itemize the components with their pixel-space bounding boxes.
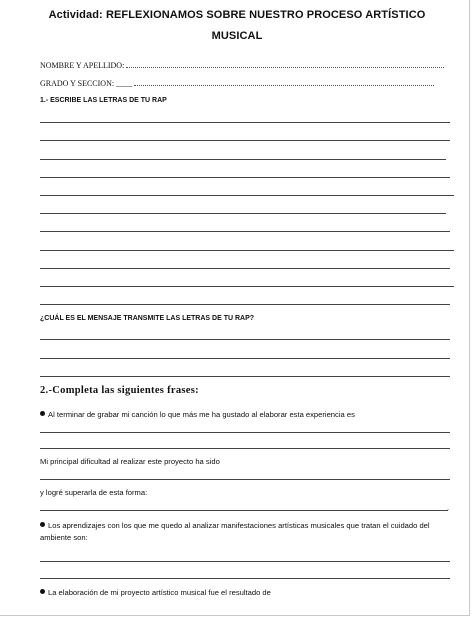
- writing-line[interactable]: [40, 339, 450, 340]
- writing-line[interactable]: [40, 177, 450, 178]
- bullet-icon: [40, 522, 45, 527]
- writing-line[interactable]: [40, 578, 450, 579]
- writing-line[interactable]: [40, 510, 448, 511]
- sentence-item-1: [40, 409, 460, 421]
- writing-line[interactable]: [40, 122, 450, 123]
- grade-field: [40, 79, 434, 88]
- end-period: .: [447, 503, 450, 512]
- writing-line[interactable]: [40, 286, 454, 287]
- writing-line[interactable]: [40, 213, 446, 214]
- sentence-text: La elaboración de mi proyecto artístico musical fue el resultado de: [48, 588, 271, 597]
- name-label: NOMBRE Y APELLIDO:: [40, 61, 125, 70]
- writing-line[interactable]: [40, 231, 450, 232]
- writing-line[interactable]: [40, 432, 450, 433]
- writing-line[interactable]: [40, 479, 450, 480]
- grade-blank[interactable]: [134, 79, 434, 86]
- writing-line[interactable]: [40, 304, 450, 305]
- sentence-item-4: [40, 520, 450, 544]
- writing-line[interactable]: [40, 195, 454, 196]
- bullet-icon: [40, 411, 45, 416]
- message-question: ¿CUÁL ES EL MENSAJE TRANSMITE LAS LETRAS DE TU RAP?: [40, 315, 255, 322]
- sentence-text: Al terminar de grabar mi canción lo que más me ha gustado al elaborar esta experiencia es: [48, 410, 355, 419]
- writing-line[interactable]: [40, 358, 450, 359]
- bullet-icon: [40, 589, 45, 594]
- name-field: [40, 61, 444, 70]
- sentence-item-3: y logré superarla de esta forma:: [40, 488, 148, 497]
- activity-title-continued: MUSICAL: [211, 30, 263, 42]
- sentence-item-5: [40, 587, 460, 599]
- grade-label: GRADO Y SECCION: ____: [40, 79, 133, 88]
- writing-line[interactable]: [40, 250, 454, 251]
- section2-heading: 2.-Completa las siguientes frases:: [40, 385, 199, 396]
- section1-heading: 1.- ESCRIBE LAS LETRAS DE TU RAP: [40, 97, 167, 104]
- writing-line[interactable]: [40, 268, 450, 269]
- sentence-text: Los aprendizajes con los que me quedo al analizar manifestaciones artísticas musicales que tratan el cuidado del ambiente son:: [40, 521, 430, 542]
- activity-title: Actividad: REFLEXIONAMOS SOBRE NUESTRO PROCESO ARTÍSTICO: [48, 9, 426, 21]
- writing-line[interactable]: [40, 140, 450, 141]
- sentence-item-2: Mi principal dificultad al realizar este proyecto ha sido: [40, 457, 220, 466]
- writing-line[interactable]: [40, 159, 446, 160]
- name-blank[interactable]: [126, 61, 444, 68]
- writing-line[interactable]: [40, 561, 450, 562]
- writing-line[interactable]: [40, 448, 450, 449]
- writing-line[interactable]: [40, 376, 450, 377]
